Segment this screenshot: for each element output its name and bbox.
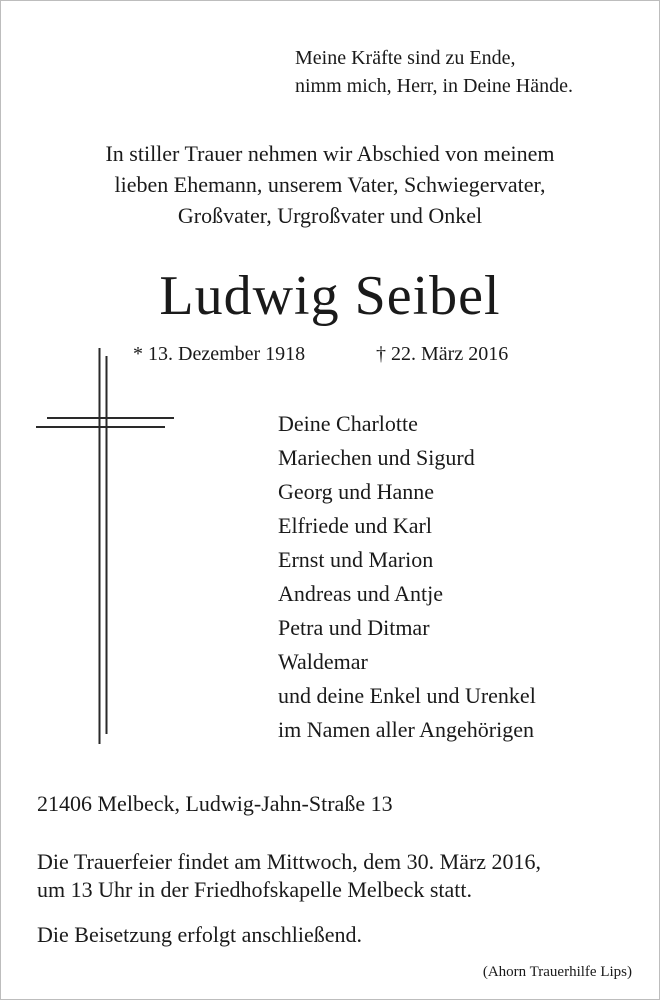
intro-line: Großvater, Urgroßvater und Onkel	[177, 203, 483, 228]
intro-text	[0, 138, 660, 231]
family-member: Ernst und Marion	[278, 547, 434, 572]
family-member: Petra und Ditmar	[278, 615, 430, 640]
cross-icon	[32, 348, 182, 748]
family-member: Mariechen und Sigurd	[278, 445, 475, 470]
motto-line: nimm mich, Herr, in Deine Hände.	[295, 75, 574, 97]
family-member: im Namen aller Angehörigen	[278, 717, 534, 742]
deceased-name: Ludwig Seibel	[159, 265, 501, 327]
ceremony-line: um 13 Uhr in der Friedhofskapelle Melbeck statt.	[37, 877, 473, 902]
motto-verse	[295, 44, 573, 100]
address: 21406 Melbeck, Ludwig-Jahn-Straße 13	[37, 791, 393, 816]
family-member: Deine Charlotte	[278, 411, 418, 436]
family-list	[278, 407, 536, 747]
birth-date: * 13. Dezember 1918	[133, 343, 306, 365]
family-member: Waldemar	[278, 649, 368, 674]
intro-line: In stiller Trauer nehmen wir Abschied von meinem	[105, 141, 555, 166]
family-member: Elfriede und Karl	[278, 513, 432, 538]
family-member: Georg und Hanne	[278, 479, 434, 504]
ceremony-notice	[37, 848, 541, 904]
death-date: † 22. März 2016	[376, 343, 509, 365]
family-member: und deine Enkel und Urenkel	[278, 683, 536, 708]
funeral-home-credit: (Ahorn Trauerhilfe Lips)	[482, 964, 632, 980]
ceremony-line: Die Trauerfeier findet am Mittwoch, dem 30. März 2016,	[37, 849, 542, 874]
motto-line: Meine Kräfte sind zu Ende,	[295, 47, 516, 69]
family-member: Andreas und Antje	[278, 581, 443, 606]
intro-line: lieben Ehemann, unserem Vater, Schwiegervater,	[114, 172, 546, 197]
burial-notice: Die Beisetzung erfolgt anschließend.	[37, 922, 363, 947]
